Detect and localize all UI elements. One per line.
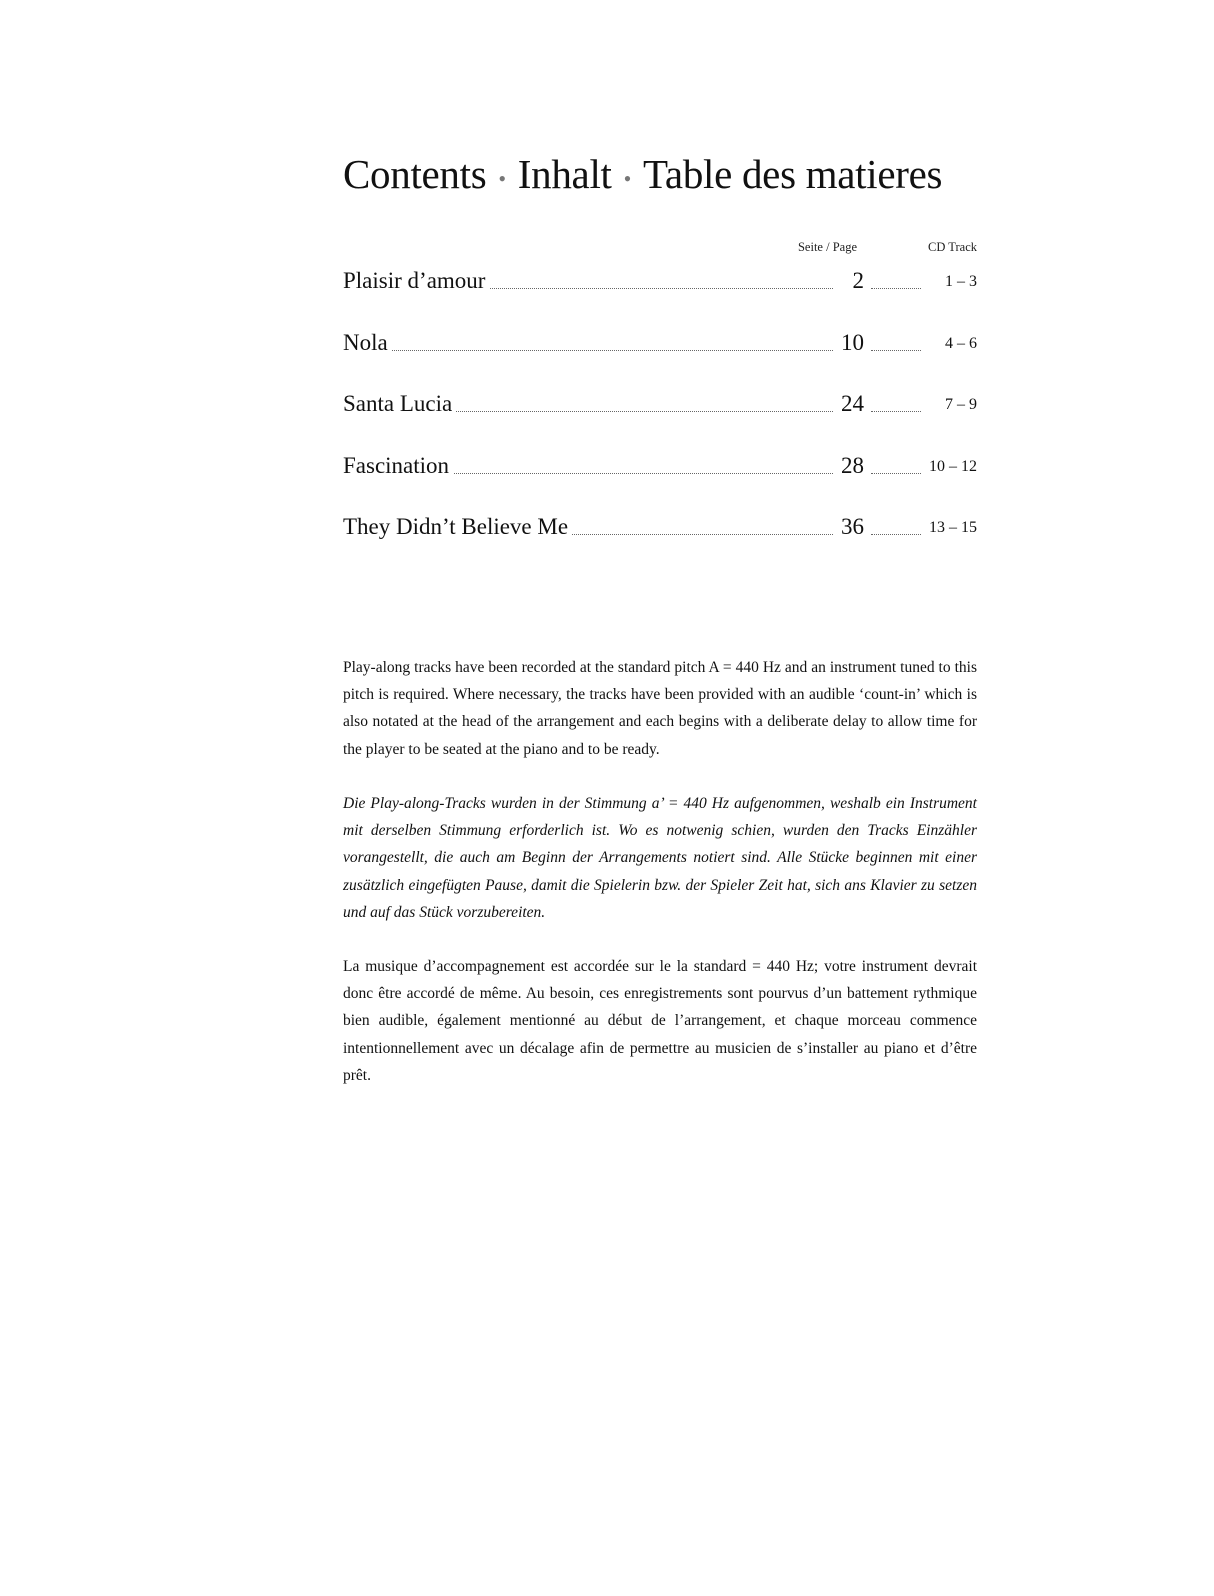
paragraph-english: Play-along tracks have been recorded at the standard pitch A = 440 Hz and an instrument tuned to this pitch is required. Where necessary, the tracks have been provided with an audible ‘count-in’ which is also notated at the head of the arrangement and each begins with a deliberate delay to allow time for the player to be seated at the piano and to be ready. xyxy=(343,659,977,758)
dot-leader xyxy=(871,288,921,289)
toc-entry-page: 24 xyxy=(837,391,864,417)
dot-leader xyxy=(871,350,921,351)
toc-entry-title: Plaisir d’amour xyxy=(343,268,489,294)
toc-entry-page: 10 xyxy=(837,330,864,356)
toc-entry-track: 1 – 3 xyxy=(923,273,977,291)
toc-entry-title: They Didn’t Believe Me xyxy=(343,514,572,540)
page-title xyxy=(343,150,942,198)
toc-entry-page: 28 xyxy=(837,453,864,479)
toc-entry-title: Santa Lucia xyxy=(343,391,456,417)
dot-leader xyxy=(343,350,833,351)
column-headers xyxy=(343,240,977,258)
toc-entry-title: Fascination xyxy=(343,453,453,479)
page-column-header: Seite / Page xyxy=(797,240,857,254)
title-separator: • xyxy=(498,165,506,191)
toc-entry-track: 13 – 15 xyxy=(923,519,977,537)
table-of-contents xyxy=(343,268,977,576)
toc-entry-track: 4 – 6 xyxy=(923,335,977,353)
toc-entry[interactable] xyxy=(343,330,977,392)
title-german: Inhalt xyxy=(517,151,612,197)
title-english: Contents xyxy=(343,151,487,197)
dot-leader xyxy=(871,473,921,474)
toc-entry[interactable] xyxy=(343,268,977,330)
toc-entry-page: 2 xyxy=(849,268,865,294)
paragraph-french: La musique d’accompagnement est accordée sur le la standard = 440 Hz; votre instrument devrait donc être accordé de même. Au besoin, ces enregistrements sont pourvus d’un battement rythmique bien audible, également mentionné au début de l’arrangement, et chaque morceau commence intentionnellement avec un décalage afin de permettre au musicien de s’installer au piano et d’être prêt. xyxy=(343,958,977,1084)
toc-entry[interactable] xyxy=(343,391,977,453)
toc-entry-track: 7 – 9 xyxy=(923,396,977,414)
title-french: Table des matieres xyxy=(643,151,943,197)
title-separator: • xyxy=(623,165,632,191)
dot-leader xyxy=(871,411,921,412)
toc-entry[interactable] xyxy=(343,514,977,576)
toc-entry-title: Nola xyxy=(343,330,392,356)
toc-entry-page: 36 xyxy=(837,514,864,540)
dot-leader xyxy=(871,534,921,535)
toc-entry[interactable] xyxy=(343,453,977,515)
paragraph-german: Die Play-along-Tracks wurden in der Stimmung a’ = 440 Hz aufgenommen, weshalb ein Instrument mit derselben Stimmung erforderlich ist. Wo es notwenig schien, wurden den Tracks Einzähler vorangestellt, die auch am Beginn der Arrangements notiert sind. Alle Stücke beginnen mit einer zusätzlich eingefügten Pause, damit die Spielerin bzw. der Spieler Zeit hat, sich ans Klavier zu setzen und auf das Stück vorzubereiten. xyxy=(343,795,977,921)
track-column-header: CD Track xyxy=(928,240,977,254)
toc-entry-track: 10 – 12 xyxy=(923,458,977,476)
